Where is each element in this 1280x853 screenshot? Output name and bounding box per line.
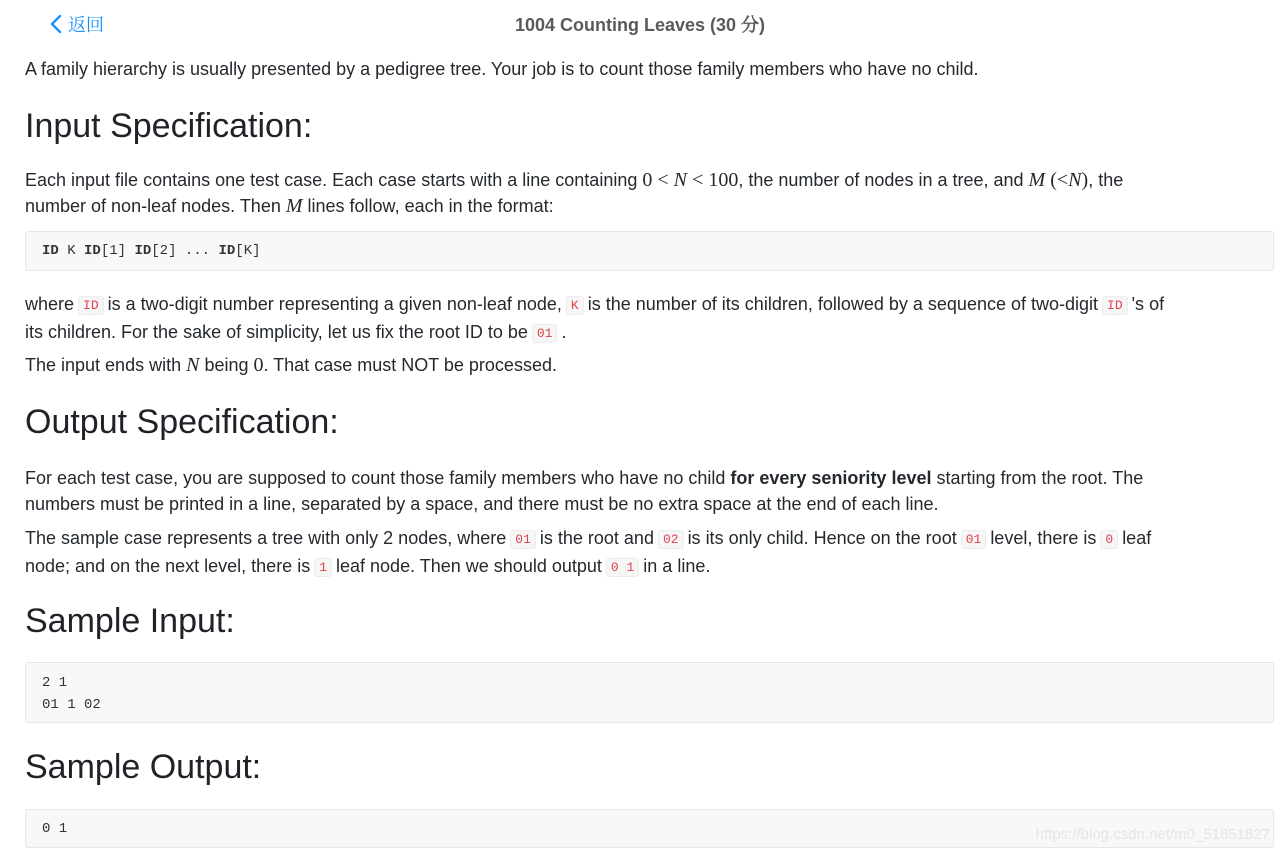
inline-code: 01 [532, 324, 558, 343]
page-title: 1004 Counting Leaves (30 分) [514, 15, 766, 35]
inline-code: 02 [658, 530, 684, 549]
output-spec-paragraph-1: For each test case, you are supposed to count those family members who have no child for every seniority level starting from the root. The numbers must be printed in a line, separated by a space, and there must be no extra space at the end of each line. [25, 468, 1144, 514]
math-N: N [673, 169, 688, 191]
input-spec-paragraph-2: where ID is a two-digit number representing a given non-leaf node, K is the number of its children, followed by a sequence of two-digit ID 's of its children. For the sake of simplicity, let us fix the root ID to be 01 . [25, 294, 1165, 342]
inline-code: 0 1 [606, 558, 639, 577]
math-M: M [1028, 169, 1046, 191]
sample-output-heading: Sample Output: [25, 748, 262, 786]
sample-output-code-block: 0 1 [25, 809, 1274, 848]
inline-code: K [566, 296, 584, 315]
inline-code: 1 [314, 558, 332, 577]
format-code-block: ID K ID[1] ID[2] ... ID[K] [25, 231, 1274, 271]
top-bar [0, 0, 1280, 46]
intro-paragraph: A family hierarchy is usually presented by a pedigree tree. Your job is to count those family members who have no child. [25, 59, 979, 79]
inline-code: 0 [1100, 530, 1118, 549]
math-zero: 0 [642, 169, 653, 191]
inline-code: 01 [961, 530, 987, 549]
watermark: https://blog.csdn.net/m0_51851827 [1035, 826, 1270, 843]
back-label: 返回 [68, 15, 104, 35]
input-spec-paragraph-1: Each input file contains one test case. Each case starts with a line containing 0 < N < 100, the number of nodes in a tree, and M (<N), the number of non-leaf nodes. Then M lines follow, each in the format: [25, 169, 1124, 217]
math-100: 100 [708, 169, 739, 191]
input-spec-heading: Input Specification: [25, 107, 313, 145]
output-spec-paragraph-2: The sample case represents a tree with only 2 nodes, where 01 is the root and 02 is its only child. Hence on the root 01 level, there is 0 leaf node; and on the next level, there is 1 leaf node. Then we should output 0 1 in a line. [25, 528, 1152, 576]
input-spec-paragraph-3: The input ends with N being 0. That case must NOT be processed. [25, 354, 557, 376]
sample-input-heading: Sample Input: [25, 602, 235, 640]
inline-code: ID [1102, 296, 1128, 315]
output-spec-heading: Output Specification: [25, 403, 339, 441]
inline-code: ID [78, 296, 104, 315]
sample-input-code-block: 2 1 01 1 02 [25, 662, 1274, 723]
inline-code: 01 [510, 530, 536, 549]
